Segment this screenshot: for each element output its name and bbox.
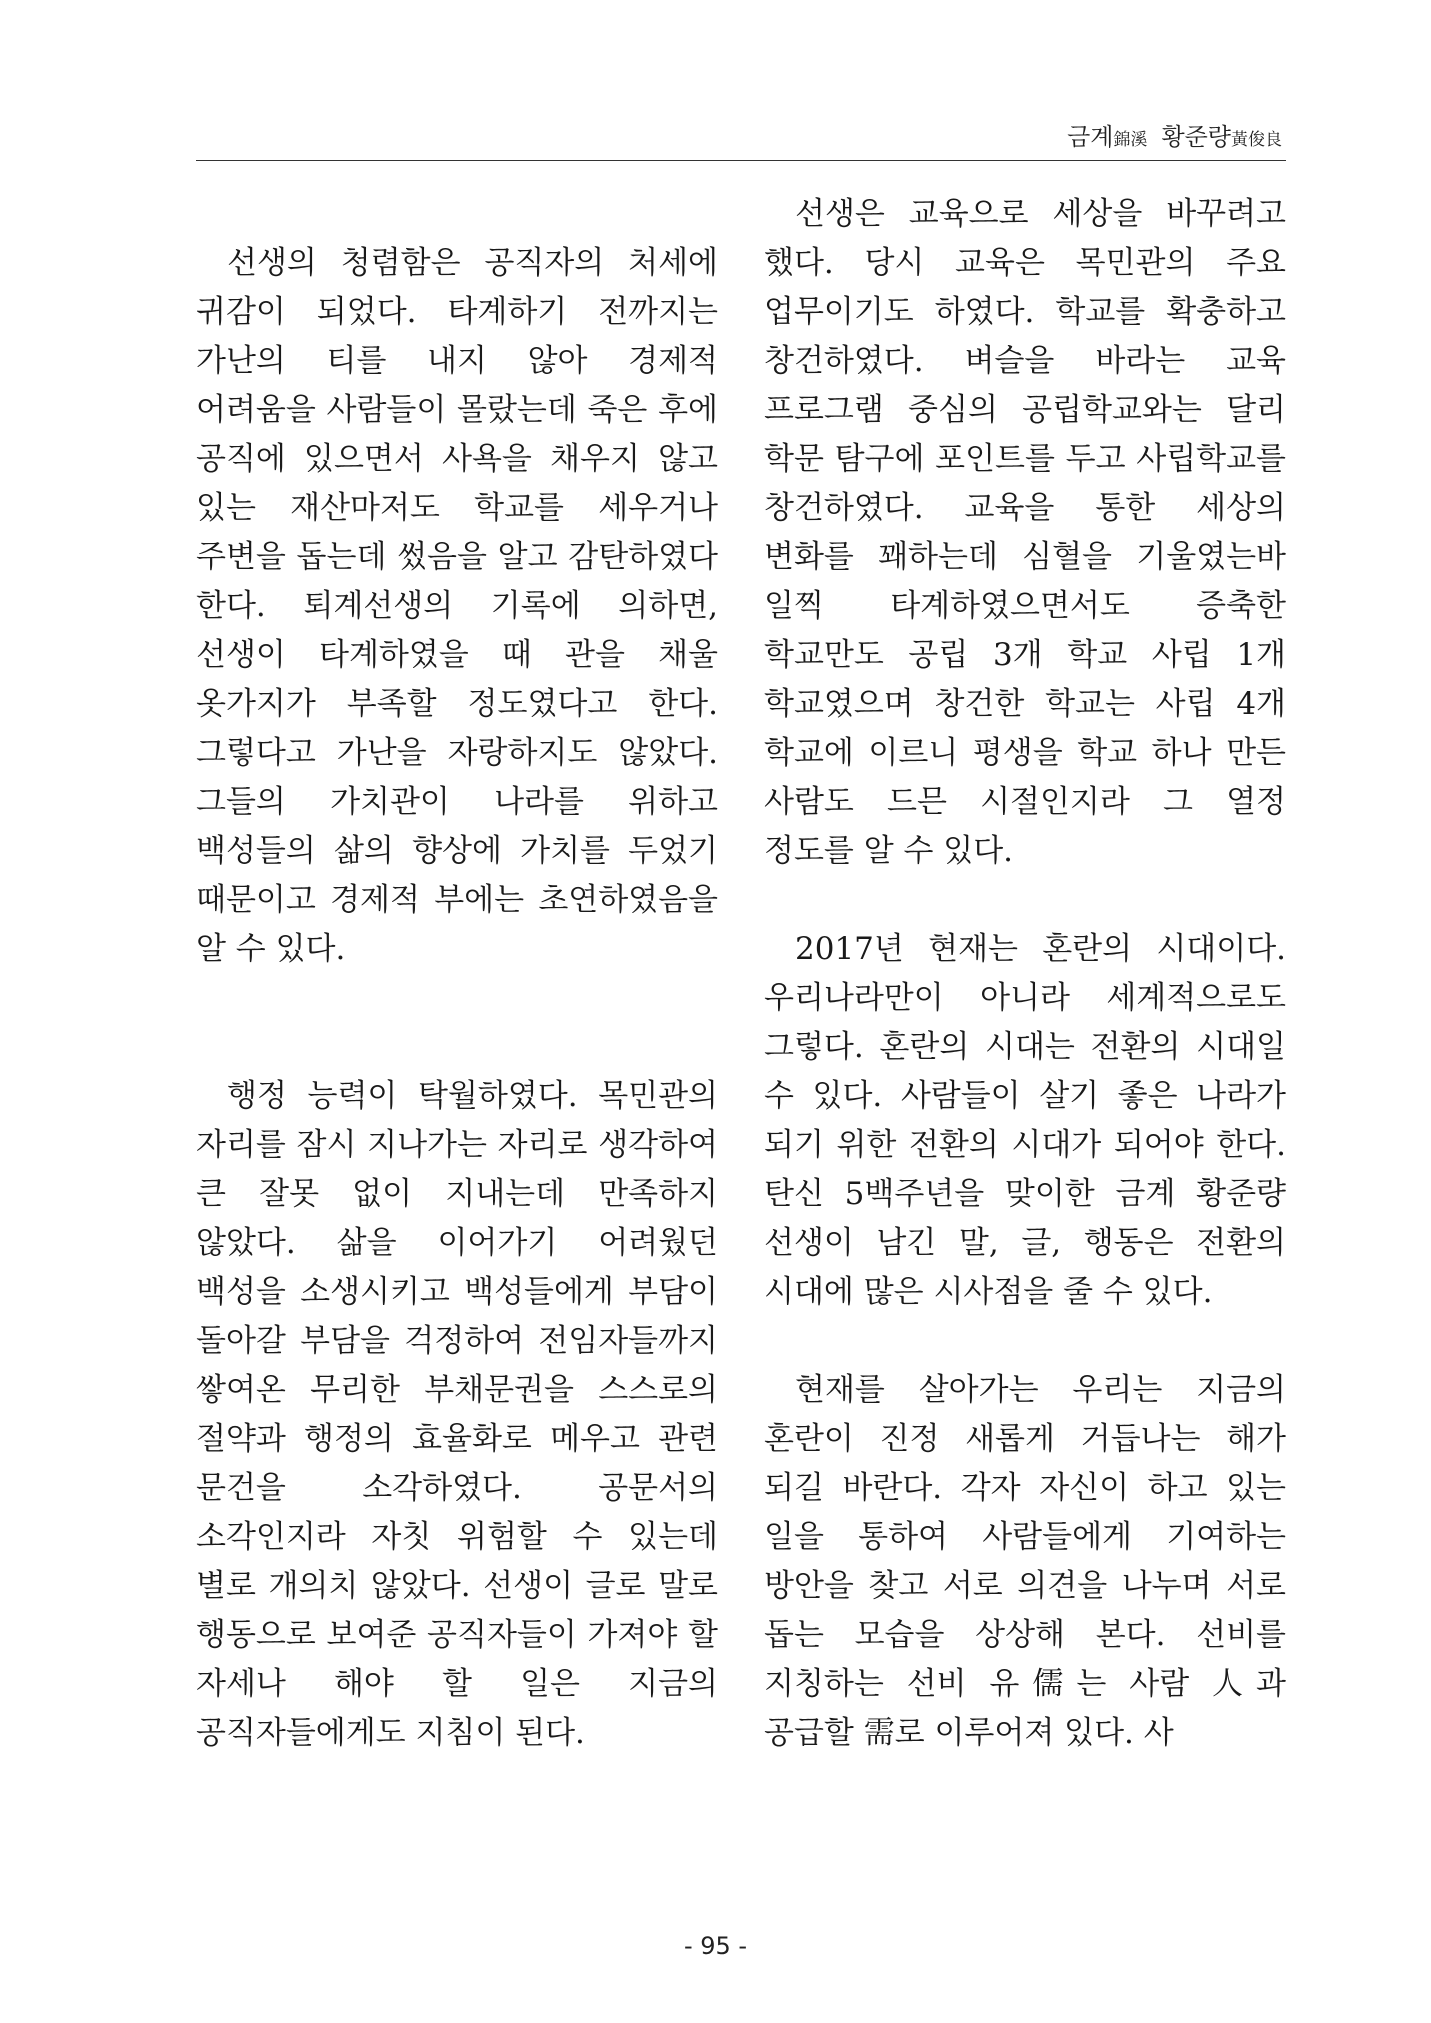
- paragraph-integrity: 선생의 청렴함은 공직자의 처세에 귀감이 되었다. 타계하기 전까지는 가난의 티를 내지 않아 경제적 어려움을 사람들이 몰랐는데 죽은 후에 공직에 있으면서 사욕을 채우지 않고 있는 재산마저도 학교를 세우거나 주변을 돕는데 썼음을 알고 감탄하였다 한다. 퇴계선생의 기록에 의하면, 선생이 타계하였을 때 관을 채울 옷가지가 부족할 정도였다고 한다. 그렇다고 가난을 자랑하지도 않았다. 그들의 가치관이 나라를 위하고 백성들의 삶의 향상에 가치를 두었기 때문이고 경제적 부에는 초연하였음을 알 수 있다.: [196, 245, 718, 967]
- header-hanja-geumgye: 錦溪: [1113, 130, 1148, 150]
- paragraph-present-era: 2017년 현재는 혼란의 시대이다. 우리나라만이 아니라 세계적으로도 그렇다. 혼란의 시대는 전환의 시대일 수 있다. 사람들이 살기 좋은 나라가 되기 위한 전환의 시대가 되어야 한다. 탄신 5백주년을 맞이한 금계 황준량 선생이 남긴 말, 글, 행동은 전환의 시대에 많은 시사점을 줄 수 있다.: [764, 931, 1286, 1310]
- header-hanja-hwangjunryang: 黃俊良: [1231, 130, 1282, 150]
- paragraph-spacer: [764, 876, 1286, 925]
- paragraph-hope: 현재를 살아가는 우리는 지금의 혼란이 진정 새롭게 거듭나는 해가 되길 바란다. 각자 자신이 하고 있는 일을 통하여 사람들에게 기여하는 방안을 찾고 서로 의견을 나누며 서로 돕는 모습을 상상해 본다. 선비를 지칭하는 선비 유儒는 사람 人과 공급할 需로 이루어져 있다. 사: [764, 1372, 1286, 1751]
- left-column: [196, 190, 718, 1758]
- paragraph-administration: 행정 능력이 탁월하였다. 목민관의 자리를 잠시 지나가는 자리로 생각하여 큰 잘못 없이 지내는데 만족하지 않았다. 삶을 이어가기 어려웠던 백성을 소생시키고 백성들에게 부담이 돌아갈 부담을 걱정하여 전임자들까지 쌓여온 무리한 부채문권을 스스로의 절약과 행정의 효율화로 메우고 관련 문건을 소각하였다. 공문서의 소각인지라 자칫 위험할 수 있는데 별로 개의치 않았다. 선생이 글로 말로 행동으로 보여준 공직자들이 가져야 할 자세나 해야 할 일은 지금의 공직자들에게도 지침이 된다.: [196, 1078, 718, 1751]
- header-name-hwangjunryang: 황준량: [1161, 123, 1231, 151]
- paragraph-education: 선생은 교육으로 세상을 바꾸려고 했다. 당시 교육은 목민관의 주요 업무이기도 하였다. 학교를 확충하고 창건하였다. 벼슬을 바라는 교육 프로그램 중심의 공립학교와는 달리 학문 탐구에 포인트를 두고 사립학교를 창건하였다. 교육을 통한 세상의 변화를 꽤하는데 심혈을 기울였는바 일찍 타계하였으면서도 증축한 학교만도 공립 3개 학교 사립 1개 학교였으며 창건한 학교는 사립 4개 학교에 이르니 평생을 학교 하나 만든 사람도 드믄 시절인지라 그 열정 정도를 알 수 있다.: [764, 196, 1286, 869]
- paragraph-spacer: [764, 1317, 1286, 1366]
- paragraph-spacer: [196, 974, 718, 1023]
- header-title: [1067, 117, 1282, 152]
- right-column: [764, 190, 1286, 1758]
- page-number: - 95 -: [683, 1932, 748, 1960]
- header-name-geumgye: 금계: [1067, 123, 1114, 151]
- running-header: [196, 108, 1286, 161]
- paragraph-spacer: [196, 1023, 718, 1072]
